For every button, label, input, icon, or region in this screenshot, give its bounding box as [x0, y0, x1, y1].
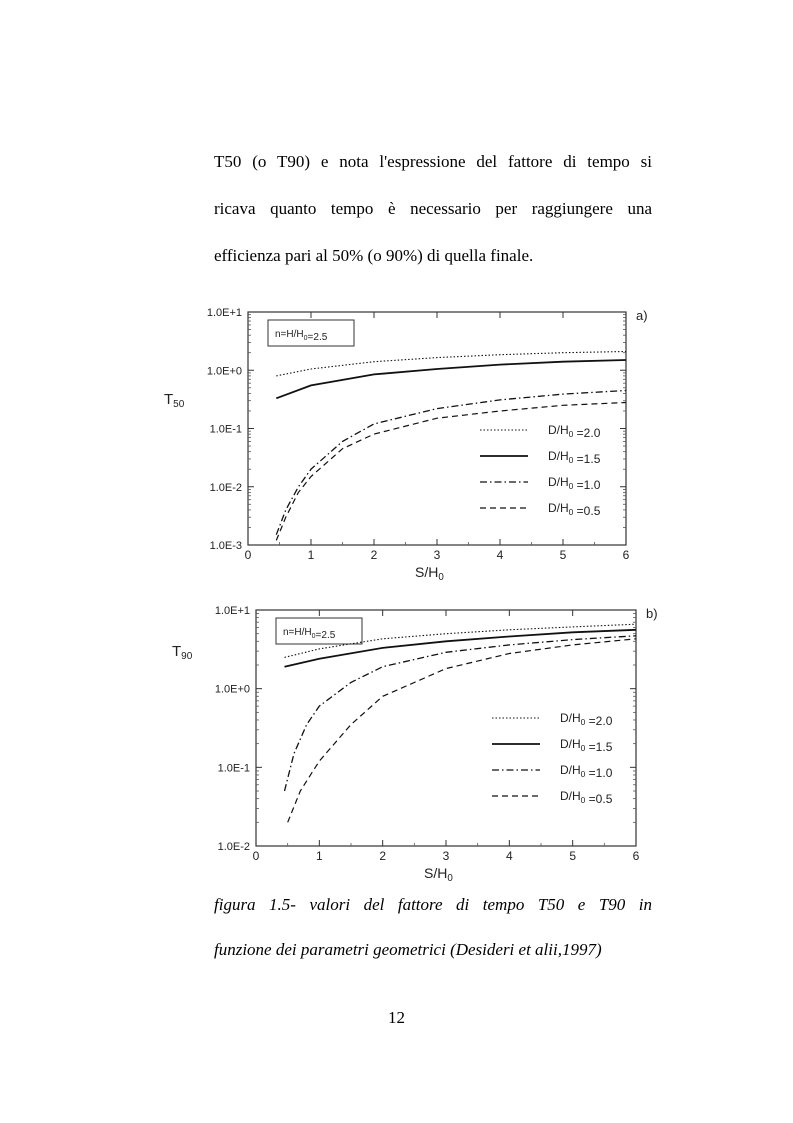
label-part: H	[428, 564, 439, 580]
x-tick-label: 6	[622, 548, 630, 562]
series-line-solid	[276, 360, 626, 398]
y-tick-label: 1.0E+0	[214, 683, 250, 696]
label-subscript: 0	[568, 455, 574, 465]
label-part: =1.0	[573, 478, 601, 492]
label-part: H	[560, 449, 569, 463]
x-tick-label: 2	[379, 849, 387, 863]
label-part: D/	[560, 789, 572, 803]
y-tick-label: 1.0E+1	[214, 605, 250, 617]
legend-label	[548, 449, 601, 466]
x-tick-label: 6	[632, 849, 640, 863]
x-axis-label	[415, 564, 444, 583]
label-part: S/	[424, 865, 438, 881]
label-part: H	[304, 627, 312, 638]
label-part: D/	[560, 763, 572, 777]
label-part: =1.0	[585, 766, 613, 780]
legend-label	[548, 423, 601, 440]
y-tick-label: 1.0E-1	[217, 762, 250, 775]
label-subscript: 50	[173, 399, 185, 410]
legend-label	[560, 763, 613, 780]
label-part: D/	[548, 501, 560, 515]
label-subscript: 0	[580, 717, 586, 727]
label-part: D/	[560, 737, 572, 751]
label-part: T	[164, 391, 174, 408]
label-subscript: 0	[447, 873, 453, 884]
x-tick-label: 4	[496, 548, 504, 562]
x-tick-label: 5	[559, 548, 567, 562]
series-line-dashdot	[285, 636, 637, 791]
label-part: D/	[548, 475, 560, 489]
label-part: =2.5	[307, 332, 328, 343]
label-subscript: 0	[568, 507, 574, 517]
label-part: D/	[548, 423, 560, 437]
legend-label	[560, 711, 613, 728]
chart-panel-b	[172, 605, 658, 884]
series-line-dashed	[276, 403, 626, 541]
paragraph-line: T50 (o T90) e nota l'espressione del fattore di tempo si	[214, 152, 652, 171]
label-subscript: 0	[438, 572, 444, 583]
label-subscript: 0	[568, 481, 574, 491]
x-tick-label: 0	[252, 849, 260, 863]
paragraph-line: ricava quanto tempo è necessario per raggiungere una	[214, 199, 652, 218]
label-part: D/	[548, 449, 560, 463]
label-part: H	[572, 711, 581, 725]
label-subscript: 90	[181, 651, 193, 662]
label-part: =1.5	[573, 452, 601, 466]
label-part: D/	[560, 711, 572, 725]
label-part: H	[296, 329, 304, 340]
caption-line: figura 1.5- valori del fattore di tempo T50 e T90 in	[214, 895, 652, 914]
label-part: H	[572, 789, 581, 803]
label-part: =2.0	[585, 714, 613, 728]
label-part: H	[560, 501, 569, 515]
paragraph-line: efficienza pari al 50% (o 90%) di quella finale.	[214, 246, 534, 265]
panel-label: a)	[636, 308, 648, 323]
y-axis-label	[164, 391, 185, 410]
legend-label	[548, 501, 601, 518]
legend-label	[548, 475, 601, 492]
x-tick-label: 0	[244, 548, 252, 562]
y-tick-label: 1.0E+0	[206, 365, 242, 378]
label-part: H	[437, 865, 448, 881]
x-tick-label: 3	[442, 849, 450, 863]
label-part: =1.5	[585, 740, 613, 754]
label-part: n=H/	[283, 627, 305, 638]
x-tick-label: 3	[433, 548, 441, 562]
legend-label	[560, 789, 613, 806]
panel-label: b)	[646, 606, 658, 621]
label-subscript: 0	[580, 743, 586, 753]
y-tick-label: 1.0E-3	[209, 540, 242, 552]
x-tick-label: 2	[370, 548, 378, 562]
label-subscript: 0	[303, 335, 308, 342]
y-tick-label: 1.0E+1	[206, 307, 242, 319]
x-tick-label: 1	[307, 548, 315, 562]
label-part: H	[572, 763, 581, 777]
plot-frame	[256, 610, 636, 846]
x-tick-label: 1	[315, 849, 323, 863]
body-paragraph	[214, 138, 652, 279]
caption-line: funzione dei parametri geometrici (Desideri et alii,1997)	[214, 940, 602, 959]
label-part: =2.5	[315, 630, 336, 641]
x-tick-label: 5	[569, 849, 577, 863]
label-part: H	[572, 737, 581, 751]
label-part: H	[560, 423, 569, 437]
figure-svg	[150, 290, 660, 890]
figure-1-5	[150, 290, 660, 890]
label-part: =0.5	[585, 792, 613, 806]
label-part: =2.0	[573, 426, 601, 440]
label-part: H	[560, 475, 569, 489]
y-tick-label: 1.0E-2	[209, 481, 242, 494]
y-axis-label	[172, 643, 193, 662]
label-part: =0.5	[573, 504, 601, 518]
label-subscript: 0	[568, 429, 574, 439]
label-part: T	[172, 643, 182, 660]
page-number: 12	[388, 1008, 405, 1027]
label-part: S/	[415, 564, 429, 580]
legend-label	[560, 737, 613, 754]
x-tick-label: 4	[505, 849, 513, 863]
figure-caption	[214, 882, 652, 972]
chart-panel-a	[164, 307, 648, 583]
label-subscript: 0	[311, 633, 316, 640]
y-tick-label: 1.0E-1	[209, 423, 242, 436]
label-subscript: 0	[580, 795, 586, 805]
y-tick-label: 1.0E-2	[217, 841, 250, 853]
label-part: n=H/	[275, 329, 297, 340]
series-line-dotted	[276, 352, 626, 376]
label-subscript: 0	[580, 769, 586, 779]
